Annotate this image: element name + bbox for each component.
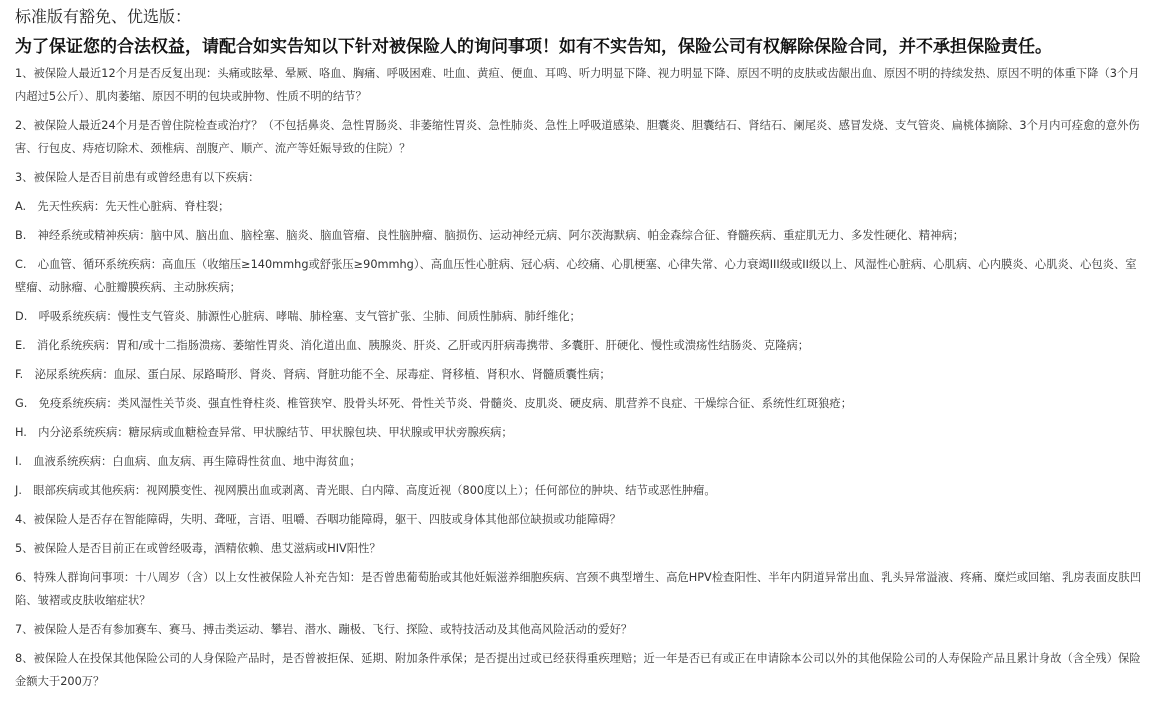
question-list (15, 62, 1146, 693)
question-item-8: 8、被保险人在投保其他保险公司的人身保险产品时，是否曾被拒保、延期、附加条件承保；是否提出过或已经获得重疾理赔；近一年是否已有或正在申请除本公司以外的其他保险公司的人寿保险产品且累计身故（含全残）保险金额大于200万？ (15, 652, 1141, 688)
question-item-6: 6、特殊人群询问事项：十八周岁（含）以上女性被保险人补充告知：是否曾患葡萄胎或其他妊娠滋养细胞疾病、宫颈不典型增生、高危HPV检查阳性、半年内阴道异常出血、乳头异常溢液、疼痛、糜烂或回缩、乳房表面皮肤凹陷、皱褶或皮肤收缩症状？ (15, 571, 1142, 607)
question-item-1: 1、被保险人最近12个月是否反复出现：头痛或眩晕、晕厥、咯血、胸痛、呼吸困难、吐血、黄疸、便血、耳鸣、听力明显下降、视力明显下降、原因不明的皮肤或齿龈出血、原因不明的持续发热、原因不明的体重下降（3个月内超过5公斤）、肌肉萎缩、原因不明的包块或肿物、性质不明的结节？ (15, 67, 1140, 103)
disease-item-i: I. 血液系统疾病：白血病、血友病、再生障碍性贫血、地中海贫血； (15, 455, 361, 468)
disease-item-d: D. 呼吸系统疾病：慢性支气管炎、肺源性心脏病、哮喘、肺栓塞、支气管扩张、尘肺、间质性肺病、肺纤维化； (15, 310, 581, 323)
disease-item-j: J. 眼部疾病或其他疾病：视网膜变性、视网膜出血或剥离、青光眼、白内障、高度近视（800度以上）；任何部位的肿块、结节或恶性肿瘤。 (15, 484, 716, 497)
question-item-3: 3、被保险人是否目前患有或曾经患有以下疾病： (15, 171, 260, 184)
disease-item-h: H. 内分泌系统疾病：糖尿病或血糖检查异常、甲状腺结节、甲状腺包块、甲状腺或甲状旁腺疾病； (15, 426, 513, 439)
question-item-5: 5、被保险人是否目前正在或曾经吸毒，酒精依赖、患艾滋病或HIV阳性？ (15, 542, 381, 555)
disease-item-a: A. 先天性疾病：先天性心脏病、脊柱裂； (15, 200, 230, 213)
question-item-4: 4、被保险人是否存在智能障碍，失明、聋哑，言语、咀嚼、吞咽功能障碍，躯干、四肢或身体其他部位缺损或功能障碍？ (15, 513, 621, 526)
disease-item-c: C. 心血管、循环系统疾病：高血压（收缩压≥140mmhg或舒张压≥90mmhg）、高血压性心脏病、冠心病、心绞痛、心肌梗塞、心律失常、心力衰竭III级或II级以上、风湿性心脏病、心肌病、心内膜炎、心肌炎、心包炎、室壁瘤、动脉瘤、心脏瓣膜疾病、主动脉疾病； (15, 258, 1137, 294)
question-item-2: 2、被保险人最近24个月是否曾住院检查或治疗？（不包括鼻炎、急性胃肠炎、非萎缩性胃炎、急性肺炎、急性上呼吸道感染、胆囊炎、胆囊结石、肾结石、阑尾炎、感冒发烧、支气管炎、扁桃体摘除、3个月内可痊愈的意外伤害、行包皮、痔疮切除术、颈椎病、剖腹产、顺产、流产等妊娠导致的住院）？ (15, 119, 1140, 155)
question-item-7: 7、被保险人是否有参加赛车、赛马、搏击类运动、攀岩、潜水、蹦极、飞行、探险、或特技活动及其他高风险活动的爱好？ (15, 623, 633, 636)
disease-item-f: F. 泌尿系统疾病：血尿、蛋白尿、尿路畸形、肾炎、肾病、肾脏功能不全、尿毒症、肾移植、肾积水、肾髓质囊性病； (15, 368, 611, 381)
plan-title: 标准版有豁免、优选版： (15, 7, 192, 26)
disclosure-notice: 为了保证您的合法权益，请配合如实告知以下针对被保险人的询问事项！如有不实告知，保险公司有权解除保险合同，并不承担保险责任。 (15, 37, 1052, 57)
disease-item-g: G. 免疫系统疾病：类风湿性关节炎、强直性脊柱炎、椎管狭窄、股骨头坏死、骨性关节炎、骨髓炎、皮肌炎、硬皮病、肌营养不良症、干燥综合征、系统性红斑狼疮； (15, 397, 853, 410)
disease-item-e: E. 消化系统疾病：胃和/或十二指肠溃疡、萎缩性胃炎、消化道出血、胰腺炎、肝炎、乙肝或丙肝病毒携带、多囊肝、肝硬化、慢性或溃疡性结肠炎、克隆病； (15, 339, 810, 352)
disease-item-b: B. 神经系统或精神疾病：脑中风、脑出血、脑栓塞、脑炎、脑血管瘤、良性脑肿瘤、脑损伤、运动神经元病、阿尔茨海默病、帕金森综合征、脊髓疾病、重症肌无力、多发性硬化、精神病； (15, 229, 964, 242)
